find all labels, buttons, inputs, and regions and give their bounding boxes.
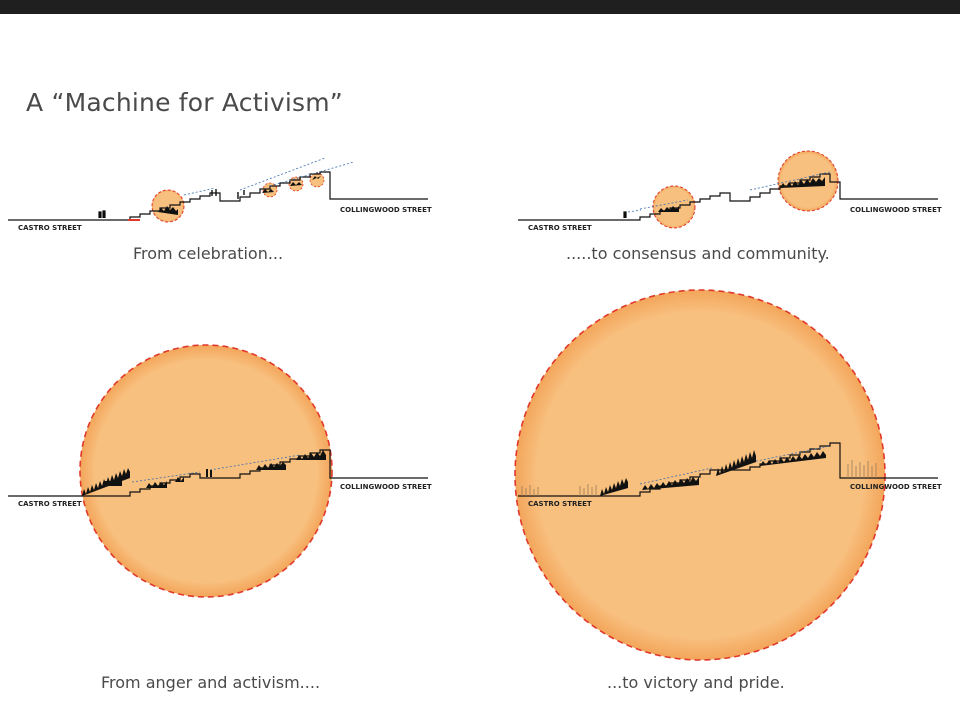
slide-title: A “Machine for Activism” [26,88,343,117]
panel-celebration [8,158,432,232]
left-street-label: CASTRO STREET [528,500,592,508]
left-street-label: CASTRO STREET [18,500,82,508]
panel-consensus [518,151,942,232]
caption-anger: From anger and activism.... [101,673,321,692]
right-street-label: COLLINGWOOD STREET [850,483,942,491]
panel-victory [515,290,942,660]
right-street-label: COLLINGWOOD STREET [340,483,432,491]
right-street-label: COLLINGWOOD STREET [340,206,432,214]
left-street-label: CASTRO STREET [18,224,82,232]
right-street-label: COLLINGWOOD STREET [850,206,942,214]
caption-celebration: From celebration... [133,244,284,263]
panel-anger [8,345,432,597]
left-street-label: CASTRO STREET [528,224,592,232]
caption-victory: ...to victory and pride. [607,673,785,692]
highlight-circle [310,173,324,187]
caption-consensus: .....to consensus and community. [566,244,830,263]
highlight-circle [152,190,184,222]
